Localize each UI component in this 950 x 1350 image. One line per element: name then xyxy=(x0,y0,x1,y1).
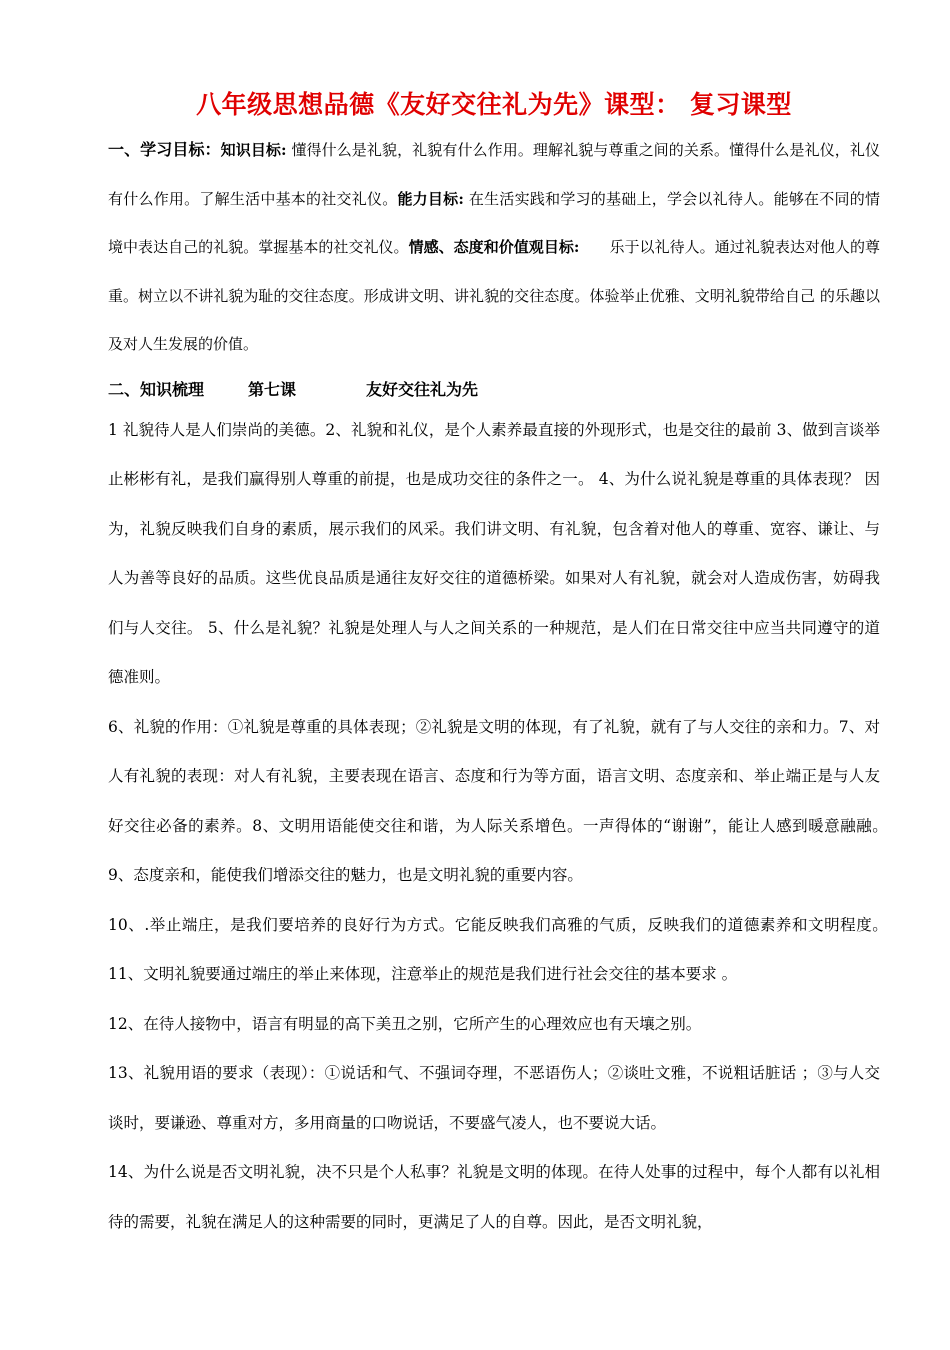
section-title: 二、知识梳理 xyxy=(108,379,205,399)
knowledge-paragraph-1: 1 礼貌待人是人们崇尚的美德。2、礼貌和礼仪，是个人素养最直接的外现形式，也是交往的最前 3、做到言谈举止彬彬有礼，是我们赢得别人尊重的前提，也是成功交往的条件之一。 4、为什么说礼貌是尊重的具体表现？ 因为，礼貌反映我们自身的素质，展示我们的风采。我们讲文明、有礼貌，包含着对他人的尊重、宽容、谦让、与人为善等良好的品质。这些优良品质是通往友好交往的道德桥梁。如果对人有礼貌，就会对人造成伤害，妨碍我们与人交往。 5、什么是礼貌？礼貌是处理人与人之间关系的一种规范，是人们在日常交往中应当共同遵守的道德准则。 xyxy=(108,420,880,686)
knowledge-paragraph-5: 13、礼貌用语的要求（表现）：①说话和气、不强词夺理，不恶语伤人；②谈吐文雅，不说粗话脏话 ；③与人交谈时，要谦逊、尊重对方，多用商量的口吻说话，不要盛气凌人，也不要说大话。 xyxy=(108,1064,880,1132)
knowledge-goal-text: 懂得什么是礼貌，礼貌有什么作用。理解礼貌与尊重之间的关系。懂得什么是礼仪，礼仪有什么作用。了解生活中基本的社交礼仪。 xyxy=(108,141,880,208)
knowledge-paragraph-4: 12、在待人接物中，语言有明显的高下美丑之别，它所产生的心理效应也有天壤之别。 xyxy=(108,1014,702,1033)
ability-goal-label: 能力目标: xyxy=(397,189,464,208)
knowledge-paragraph-6: 14、为什么说是否文明礼貌，决不只是个人私事？礼貌是文明的体现。在待人处事的过程中，每个人都有以礼相待的需要，礼貌在满足人的这种需要的同时，更满足了人的自尊。因此，是否文明礼貌， xyxy=(108,1163,880,1231)
ability-goal-text: 在生活实践和学习的基础上，学会以礼待人。能够在不同的情境中表达自己的礼貌。掌握基本的社交礼仪。 xyxy=(108,189,880,256)
document-page xyxy=(108,88,912,1247)
goals-heading: 一、学习目标： xyxy=(108,140,221,159)
knowledge-goal-label: 知识目标: xyxy=(220,141,287,159)
lesson-number: 第七课 xyxy=(248,379,297,399)
section-knowledge-heading xyxy=(108,372,880,408)
lesson-title: 友好交往礼为先 xyxy=(366,379,479,399)
document-title: 八年级思想品德《友好交往礼为先》课型： 复习课型 xyxy=(196,90,792,119)
learning-goals-paragraph xyxy=(108,126,880,369)
knowledge-paragraph-3: 10、.举止端庄，是我们要培养的良好行为方式。它能反映我们高雅的气质，反映我们的道德素养和文明程度。 11、文明礼貌要通过端庄的举止来体现，注意举止的规范是我们进行社会交往的基本要求 。 xyxy=(108,915,896,983)
knowledge-paragraph-2: 6、礼貌的作用：①礼貌是尊重的具体表现；②礼貌是文明的体现，有了礼貌，就有了与人交往的亲和力。7、对人有礼貌的表现：对人有礼貌，主要表现在语言、态度和行为等方面，语言文明、态度亲和、举止端正是与人友好交往必备的素养。8、文明用语能使交往和谐，为人际关系增色。一声得体的“谢谢”，能让人感到暖意融融。 9、态度亲和，能使我们增添交往的魅力，也是文明礼貌的重要内容。 xyxy=(108,717,912,884)
emotion-goal-label: 情感、态度和价值观目标: xyxy=(408,238,580,256)
emotion-goal-text: 乐于以礼待人。通过礼貌表达对他人的尊重。树立以不讲礼貌为耻的交往态度。形成讲文明、讲礼貌的交往态度。体验举止优雅、文明礼貌带给自己 的乐趣以及对人生发展的价值。 xyxy=(108,238,880,353)
